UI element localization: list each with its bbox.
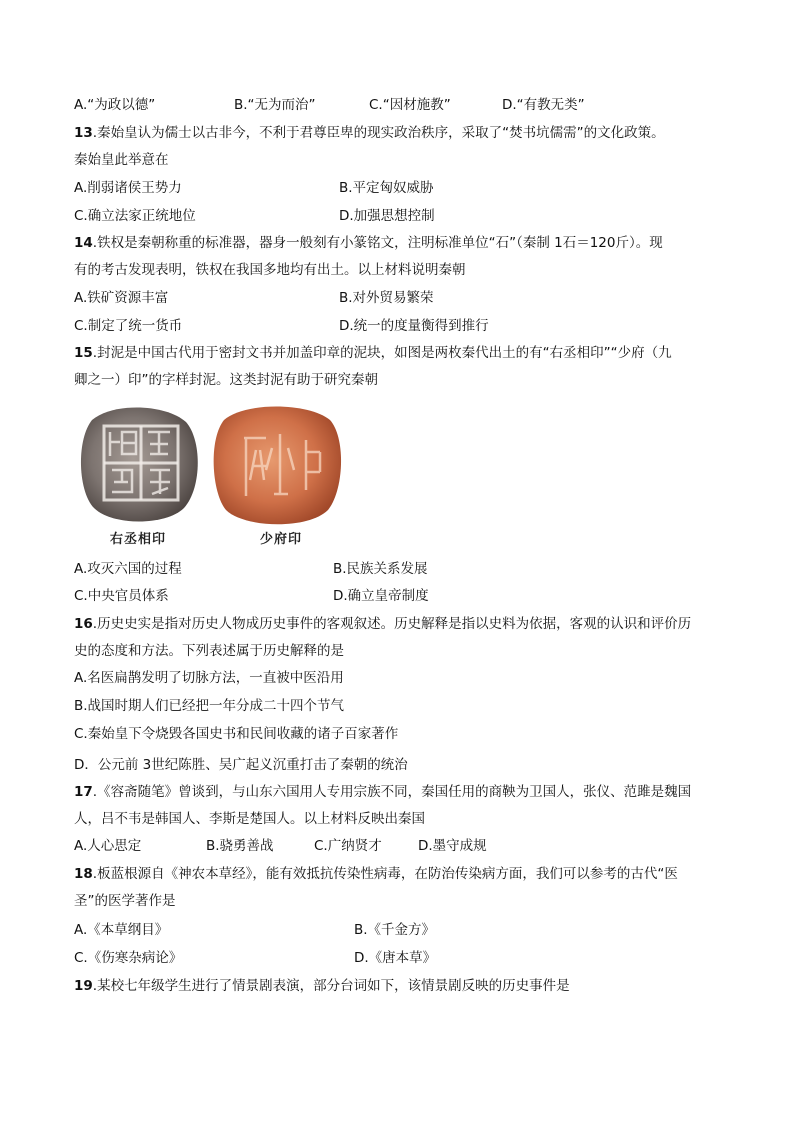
q18-number: 18 [74,866,93,882]
q14-option-a: A.铁矿资源丰富 [74,290,169,306]
q19-text1: .某校七年级学生进行了情景剧表演，部分台词如下，该情景剧反映的历史事件是 [92,978,570,994]
q15-text1: .封泥是中国古代用于密封文书并加盖印章的泥块，如图是两枚秦代出土的有“右丞相印”“少府（九 [92,345,672,361]
q14-option-c: C.制定了统一货币 [74,318,183,334]
q18-stem-line2: 圣”的医学著作是 [74,893,176,909]
q16-stem-line1 [74,615,691,633]
q14-option-d: D.统一的度量衡得到推行 [339,318,489,334]
q17-stem-line2: 人，吕不韦是韩国人、李斯是楚国人。以上材料反映出秦国 [74,811,425,827]
q19-number: 19 [74,978,93,994]
q12-option-c: C.“因材施教” [369,97,451,113]
q13-number: 13 [74,125,93,141]
q17-number: 17 [74,784,93,800]
seal-red [214,407,341,525]
seal-caption-right-chancellor: 右丞相印 [110,532,167,547]
q17-text1: .《容斋随笔》曾谈到，与山东六国用人专用宗族不同，秦国任用的商鞅为卫国人，张仪、范雎是魏国 [92,784,692,800]
q18-option-b: B.《千金方》 [354,922,436,938]
q16-option-b: B.战国时期人们已经把一年分成二十四个节气 [74,698,345,714]
q16-option-a: A.名医扁鹊发明了切脉方法，一直被中医沿用 [74,670,344,686]
q17-option-b: B.骁勇善战 [206,838,274,854]
q18-stem-line1 [74,865,678,883]
q18-option-c: C.《伤寒杂病论》 [74,950,183,966]
q16-text1: .历史史实是指对历史人物成历史事件的客观叙述。历史解释是指以史料为依据，客观的认识和评价历 [92,616,692,632]
q19-stem-line1 [74,977,570,995]
q13-text1: .秦始皇认为儒士以古非今，不利于君尊臣卑的现实政治秩序，采取了“焚书坑儒需”的文化政策。 [92,125,665,141]
q13-option-d: D.加强思想控制 [339,208,435,224]
q12-option-a: A.“为政以德” [74,97,156,113]
q17-option-a: A.人心思定 [74,838,142,854]
q17-option-c: C.广纳贤才 [314,838,382,854]
clay-seals-figure [74,400,344,552]
q16-option-d: D．公元前 3世纪陈胜、吴广起义沉重打击了秦朝的统治 [74,757,408,773]
q18-option-d: D.《唐本草》 [354,950,437,966]
seal-gray [81,407,198,521]
q18-option-a: A.《本草纲目》 [74,922,169,938]
q17-stem-line1 [74,783,691,801]
q13-stem-line2: 秦始皇此举意在 [74,152,169,168]
q14-number: 14 [74,235,93,251]
q15-number: 15 [74,345,93,361]
q14-stem-line1 [74,234,663,252]
q16-number: 16 [74,616,93,632]
seal-caption-shaofu: 少府印 [260,532,303,547]
q15-option-c: C.中央官员体系 [74,588,169,604]
q13-stem-line1 [74,124,665,142]
q15-stem-line1 [74,344,672,362]
q12-option-d: D.“有教无类” [502,97,585,113]
q15-option-a: A.攻灭六国的过程 [74,561,182,577]
q13-option-c: C.确立法家正统地位 [74,208,196,224]
q13-option-b: B.平定匈奴威胁 [339,180,434,196]
q12-option-b: B.“无为而治” [234,97,316,113]
q16-stem-line2: 史的态度和方法。下列表述属于历史解释的是 [74,643,344,659]
q17-option-d: D.墨守成规 [418,838,487,854]
q15-stem-line2: 卿之一）印”的字样封泥。这类封泥有助于研究秦朝 [74,372,378,388]
q14-text1: .铁权是秦朝称重的标准器，器身一般刻有小篆铭文，注明标准单位“石”（秦制 1石＝120斤）。现 [92,235,663,251]
q13-option-a: A.削弱诸侯王势力 [74,180,182,196]
q18-text1: .板蓝根源自《神农本草经》，能有效抵抗传染性病毒，在防治传染病方面，我们可以参考的古代“医 [92,866,678,882]
q16-option-c: C.秦始皇下令烧毁各国史书和民间收藏的诸子百家著作 [74,726,399,742]
q15-option-d: D.确立皇帝制度 [333,588,429,604]
q14-option-b: B.对外贸易繁荣 [339,290,434,306]
q15-option-b: B.民族关系发展 [333,561,428,577]
q14-stem-line2: 有的考古发现表明，铁权在我国多地均有出土。以上材料说明秦朝 [74,262,466,278]
